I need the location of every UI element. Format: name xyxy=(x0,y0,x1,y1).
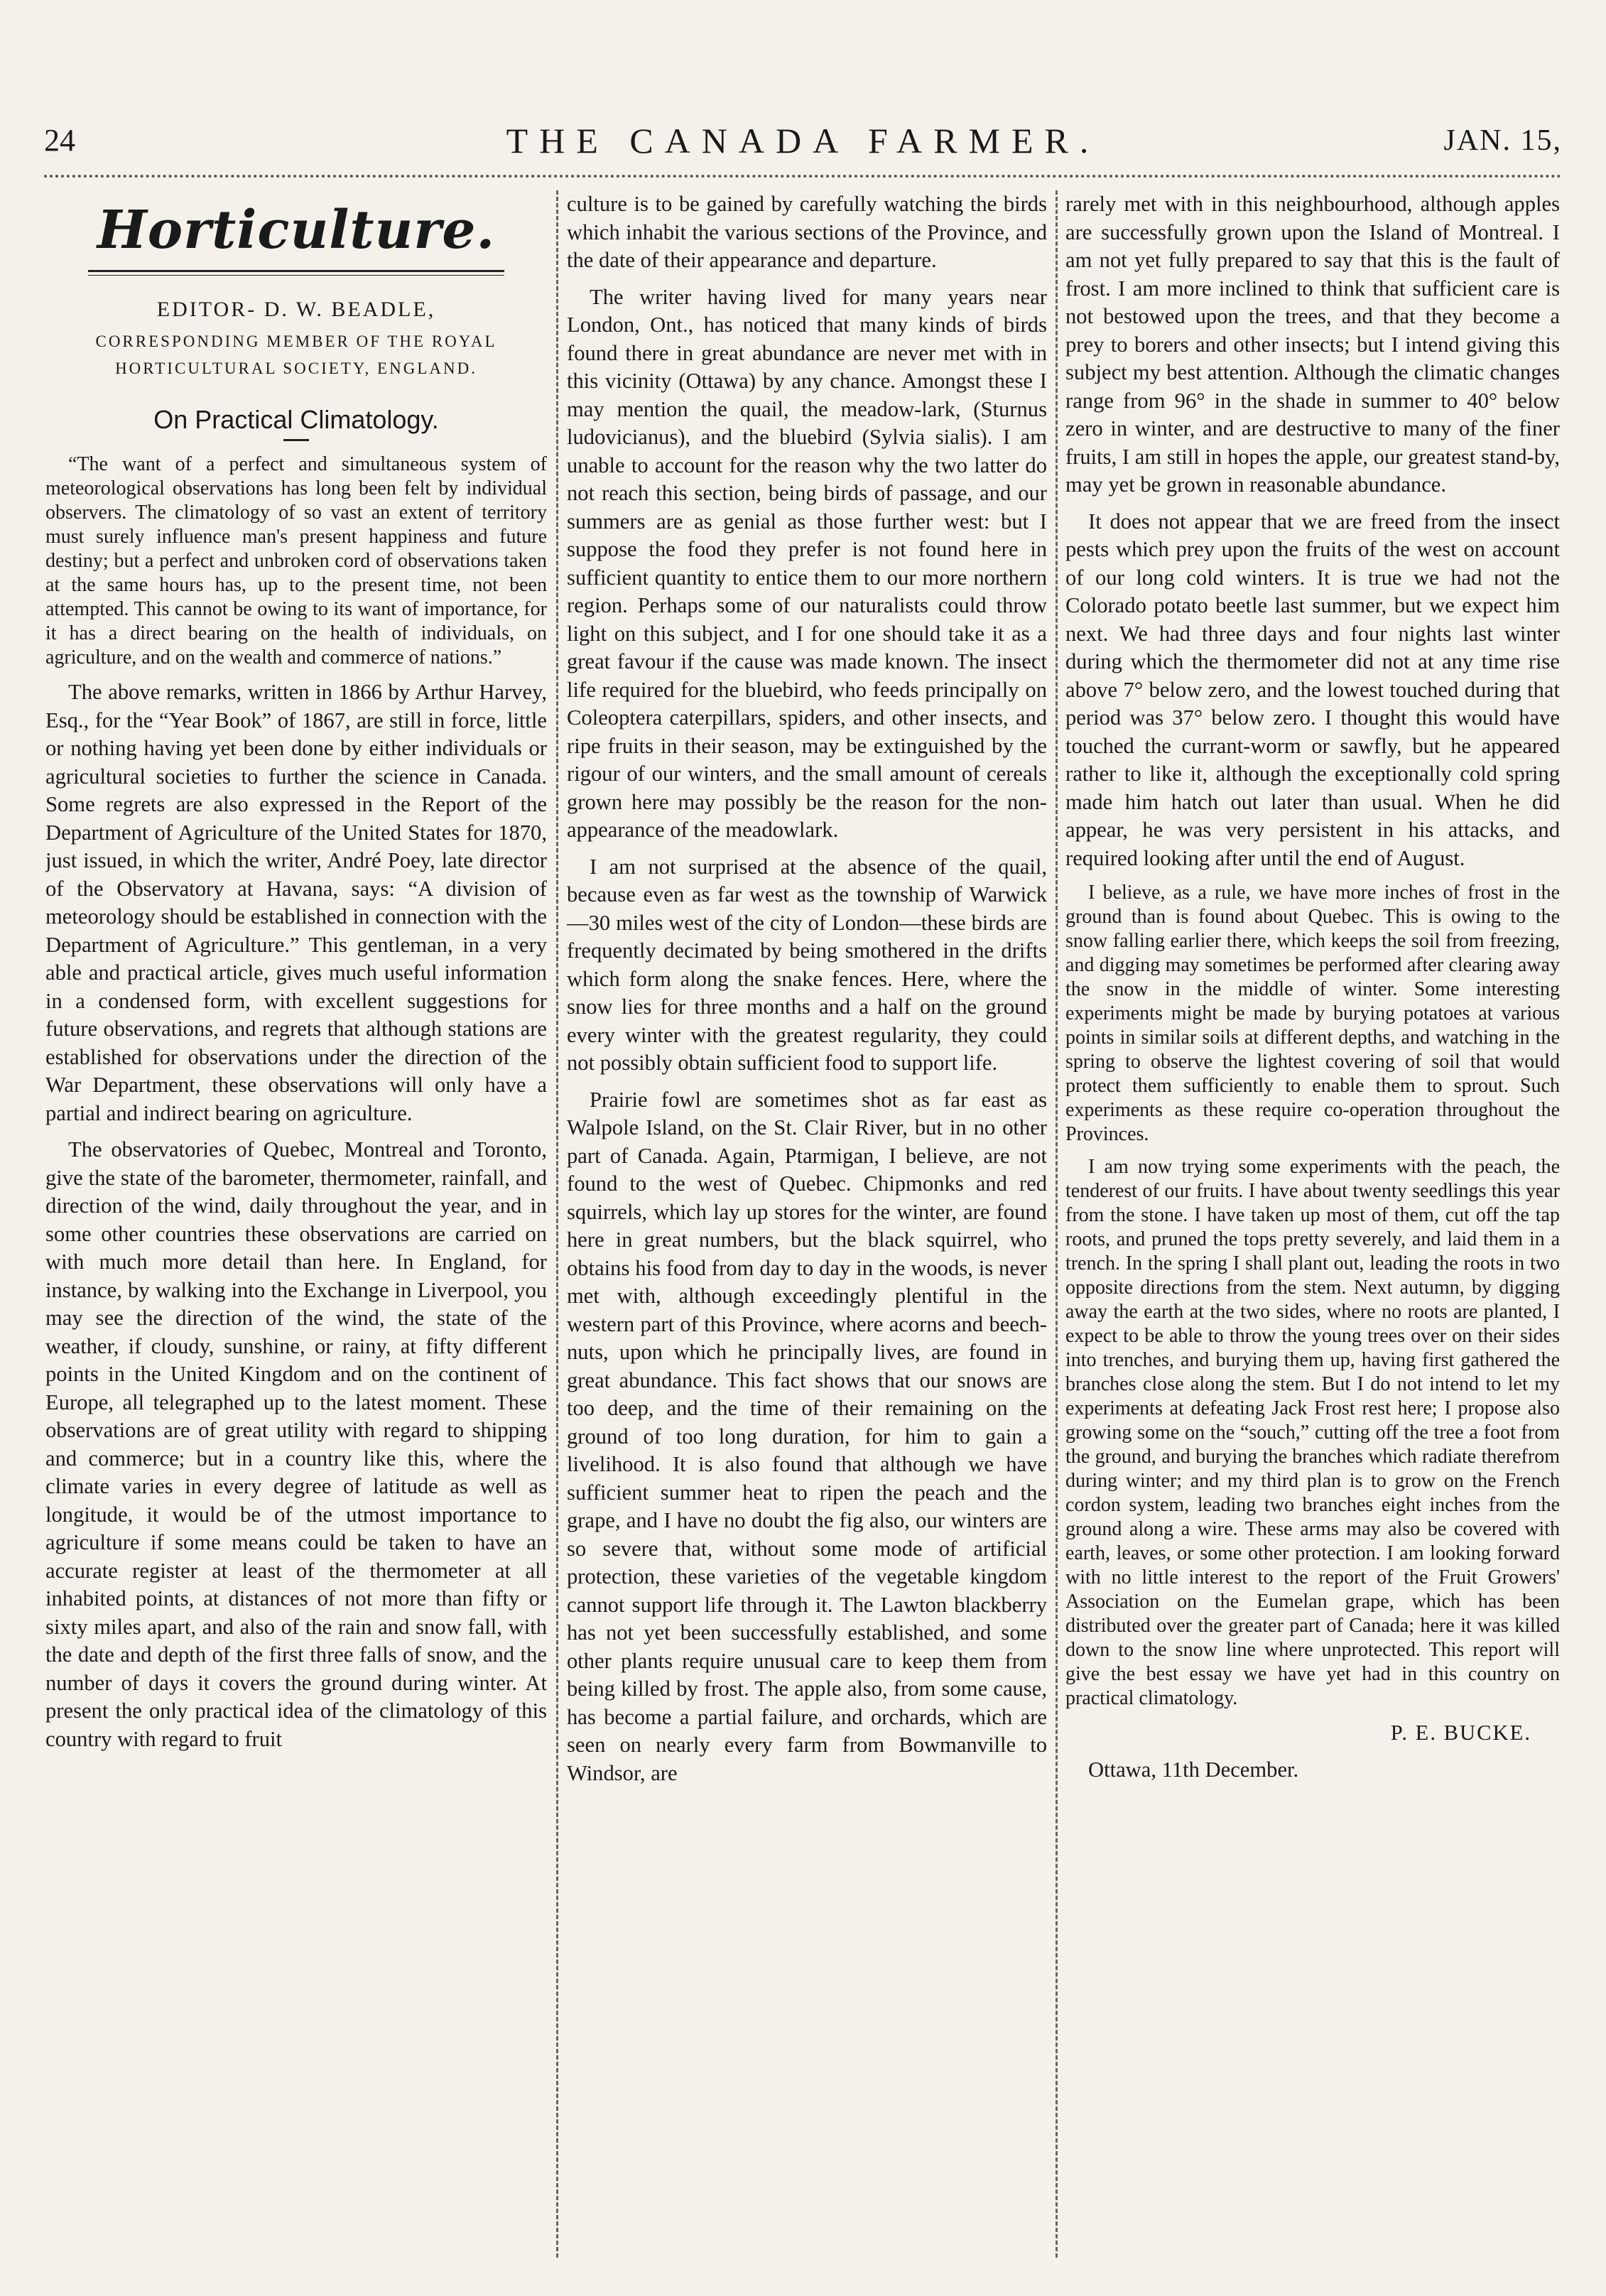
paragraph: I am now trying some experiments with the peach, the tenderest of our fruits. I have about twenty seedlings this year from the stone. I have taken up most of them, cut off the tap roots, and pruned the tops pretty severely, and laid them in a trench. In the spring I shall plant out, leading the roots in two opposite directions from the stem. Next autumn, by digging away the earth at the two sides, where no roots are planted, I expect to be able to throw the young trees over on their sides into trenches, and burying them up, having first gathered the branches close along the stem. But I do not intend to let my experiments at defeating Jack Frost rest here; I propose also growing some on the “souch,” cutting off the tree a foot from the ground, and burying the branches which radiate therefrom during winter; and my third plan is to grow on the French cordon system, leading two branches eight inches from the ground along a wire. These arms may also be covered with earth, leaves, or some other protection. I am looking forward with no little interest to the report of the Fruit Growers' Association on the Eumelan grape, which has been distributed over the greater part of Canada; here it was killed down to the snow line where unprotected. This report will give the best essay we have yet had in this country on practical climatology. xyxy=(1065,1156,1560,1709)
dateline: Ottawa, 11th December. xyxy=(1088,1757,1299,1782)
signature-line xyxy=(1065,1719,1560,1748)
paragraph: “The want of a perfect and simultaneous system of meteorological observations has long been felt by individual observers. The climatology of so vast an extent of territory must surely influence man's present happiness and future destiny; but a perfect and unbroken cord of observations taken at the same hours has, up to the present time, not been attempted. This cannot be owing to its want of importance, for it has a direct bearing on the health of individuals, on agriculture, and on the wealth and commerce of nations.” xyxy=(45,453,547,668)
paragraph: The writer having lived for many years near London, Ont., has noticed that many kinds of birds found there in great abundance are never met with in this vicinity (Ottawa) by any chance. Amongst these I may mention the quail, the meadow-lark, (Sturnus ludovicianus), and the bluebird (Sylvia sialis). I am unable to account for the reason why the two latter do not reach this section, being birds of passage, and our summers are as genial as those further west: but I suppose the food they prefer is not found here in sufficient quantity to entice them to our more northern region. Perhaps some of our naturalists could throw light on this subject, and I for one should take it as a great favour if the cause was made known. The insect life required for the bluebird, who feeds principally on Coleoptera caterpillars, spiders, and other insects, and ripe fruits in their season, may be extinguished by the rigour of our winters, and the small amount of cereals grown here may possibly be the reason for the non-appearance of the meadowlark. xyxy=(567,284,1047,842)
column-divider xyxy=(1056,190,1058,2258)
article-title: On Practical Climatology. xyxy=(153,405,439,434)
paragraph: The above remarks, written in 1866 by Arthur Harvey, Esq., for the “Year Book” of 1867, are still in force, little or nothing having yet been done by either individuals or agricultural societies to further the science in Canada. Some regrets are also expressed in the Report of the Department of Agriculture of the United States for 1870, just issued, in which the writer, André Poey, late director of the Observatory at Havana, says: “A division of meteorology should be established in connection with the Department of Agriculture.” This gentleman, in a very able and practical article, gives much useful information in a condensed form, with excellent suggestions for future observations, and regrets that although stations are established for observations under the direction of the War Department, these observations will only have a partial and indirect bearing on agriculture. xyxy=(45,680,547,1125)
paragraph: The observatories of Quebec, Montreal and Toronto, give the state of the barometer, thermometer, rainfall, and direction of the wind, daily throughout the year, and in some other countries these observations are carried on with much more detail than here. In England, for instance, by walking into the Exchange in Liverpool, you may see the direction of the wind, the state of the weather, if cloudy, sunshine, or rainy, at fifty different points in the United Kingdom and on the continent of Europe, all telegraphed up to the latest moment. These observations are of great utility with regard to shipping and commerce; but in a country like this, where the climate varies in every degree of latitude as well as longitude, it would be of the utmost importance to agriculture if some means could be taken to have an accurate register at least of the thermometer at all inhabited points, at distances of not more than fifty or sixty miles apart, and also of the rain and snow fall, with the date and depth of the first three falls of snow, and the number of days it covers the ground during winter. At present the only practical idea of the climatology of this country with regard to fruit xyxy=(45,1137,547,1751)
column-divider xyxy=(556,190,558,2258)
header-rule xyxy=(44,175,1562,178)
column-1 xyxy=(45,190,547,2258)
paragraph: I believe, as a rule, we have more inches of frost in the ground than is found about Quebec. This is owing to the snow falling earlier there, which keeps the soil from freezing, and digging may sometimes be performed after clearing away the snow in the middle of winter. Some interesting experiments might be made by burying potatoes at various points in similar soils at different depths, and watching in the spring to observe the lightest covering of soil that would protect them sufficiently to enable them to sprout. Such experiments as these require co-operation throughout the Provinces. xyxy=(1065,882,1560,1145)
issue-date: JAN. 15, xyxy=(1443,124,1562,157)
column-3 xyxy=(1065,190,1560,2258)
paragraph: Prairie fowl are sometimes shot as far east as Walpole Island, on the St. Clair River, but in no other part of Canada. Again, Ptarmigan, I believe, are not found to the west of Quebec. Chipmonks and red squirrels, which lay up stores for the winter, are found here in great numbers, but the black squirrel, who obtains his food from day to day in the woods, is never met with, although exceedingly plentiful in the western part of this Province, where acorns and beech-nuts, upon which he principally lives, are found in great abundance. This fact shows that our snows are too deep, and the time of their remaining on the ground of too long duration, for him to gain a livelihood. It is also found that although we have sufficient summer heat to ripen the peach and the grape, and I have no doubt the fig also, our winters are so severe that, without some mode of artificial protection, these varieties of the vegetable kingdom cannot support life through it. The Lawton blackberry has not yet been successfully established, and some other plants require unusual care to keep them from being killed by frost. The apple also, from some cause, has become a partial failure, and orchards, which are seen on nearly every farm from Bowmanville to Windsor, are xyxy=(567,1087,1047,1785)
paragraph: I am not surprised at the absence of the quail, because even as far west as the township of Warwick—30 miles west of the city of London—these birds are frequently decimated by being smothered in the drifts which form along the snake fences. Here, where the snow lies for three months and a half on the ground every winter with the greatest regularity, they could not possibly obtain sufficient food to support life. xyxy=(567,854,1047,1075)
editor-credentials: CORRESPONDING MEMBER OF THE ROYAL HORTICULTURAL SOCIETY, ENGLAND. xyxy=(95,332,497,377)
column-2 xyxy=(567,190,1047,2258)
author-signature: P. E. BUCKE. xyxy=(1390,1721,1531,1745)
masthead-title: THE CANADA FARMER. xyxy=(506,121,1100,161)
editor-line: EDITOR- D. W. BEADLE, xyxy=(156,298,436,321)
section-rule xyxy=(88,270,504,276)
section-title: Horticulture. xyxy=(97,200,496,261)
running-head xyxy=(44,119,1562,162)
title-rule xyxy=(283,439,309,441)
paragraph: It does not appear that we are freed from the insect pests which prey upon the fruits of the west on account of our long cold winters. It is true we had not the Colorado potato beetle last summer, but we expect him next. We had three days and four nights last winter during which the thermometer did not at any time rise above 7° below zero, and the lowest touched during that period was 37° below zero. I thought this would have touched the currant-worm or sawfly, but he appeared rather to like it, although the exceptionally cold spring made him hatch out later than usual. When he did appear, he was very persistent in his attacks, and required looking after until the end of August. xyxy=(1065,509,1560,870)
paragraph: rarely met with in this neighbourhood, although apples are successfully grown upon the Island of Montreal. I am not yet fully prepared to say that this is the fault of frost. I am more inclined to think that sufficient care is not bestowed upon the trees, and that they become a prey to borers and other insects; but I intend giving this subject my best attention. Although the climatic changes range from 96° in the shade in summer to 40° below zero in winter, and are destructive to many of the finer fruits, I am still in hopes the apple, our greatest stand-by, may yet be grown in reasonable abundance. xyxy=(1065,192,1560,497)
paragraph: culture is to be gained by carefully watching the birds which inhabit the various sections of the Province, and the date of their appearance and departure. xyxy=(567,192,1047,272)
page-number: 24 xyxy=(44,123,75,158)
